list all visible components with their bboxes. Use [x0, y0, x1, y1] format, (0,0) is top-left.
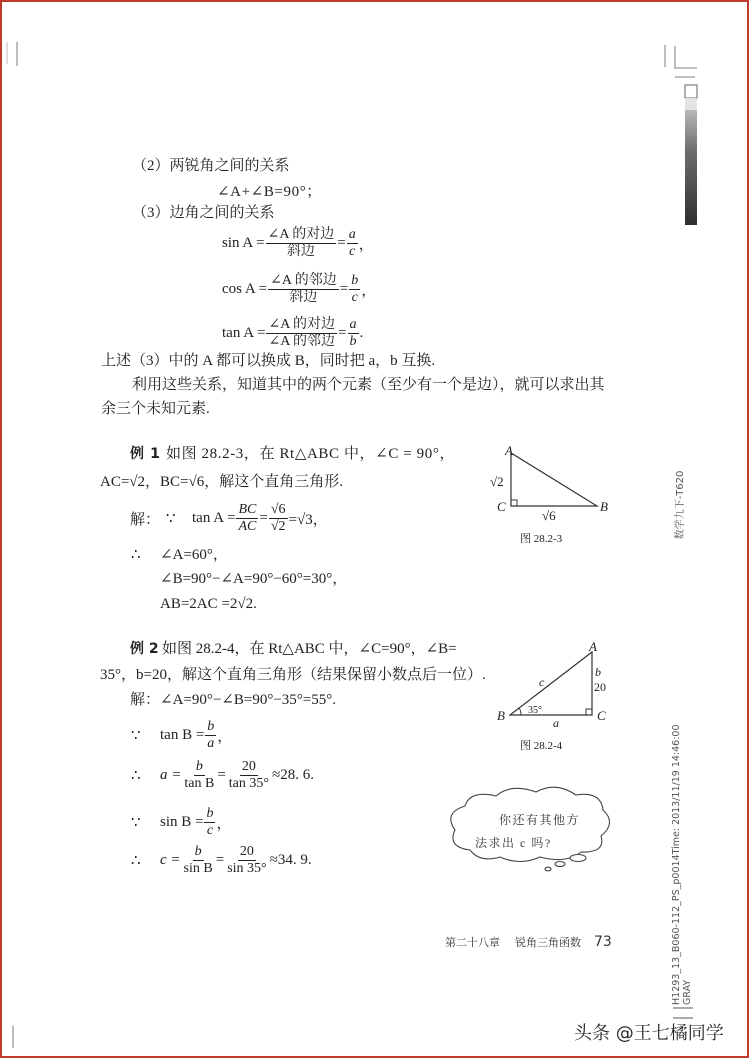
therefore-symbol: ∴: [131, 547, 141, 563]
denominator: sin 35°: [227, 860, 267, 876]
fraction: [204, 806, 215, 839]
chapter-number: 第二十八章: [445, 936, 500, 949]
numerator: b: [194, 843, 202, 859]
denominator: sin B: [183, 860, 213, 876]
punctuation: ，: [358, 236, 374, 253]
relation-lhs: cos A =: [222, 280, 268, 297]
vertex-b-label: B: [600, 499, 608, 514]
numerator: ∠A 的对边: [267, 226, 335, 242]
book-code: 数学九下-T620: [675, 470, 686, 540]
step-text: ∠A=60°，: [160, 547, 228, 563]
side-bc-label: √6: [542, 508, 556, 523]
numerator: b: [351, 272, 359, 288]
denominator: AC: [238, 518, 257, 534]
side-a-label: a: [553, 716, 559, 730]
example-1-step-1: [130, 500, 328, 536]
numerator: a: [348, 226, 356, 242]
fraction: [182, 759, 216, 792]
denominator: c: [206, 822, 214, 838]
fraction: [269, 502, 288, 535]
step-rhs: =√3，: [288, 511, 328, 528]
angle-b-label: 35°: [528, 705, 542, 716]
punctuation: ，: [361, 282, 377, 299]
therefore-symbol: ∴: [131, 852, 141, 869]
vertex-c-label: C: [497, 499, 506, 514]
step-lhs: a =: [160, 766, 182, 783]
fraction: [182, 844, 215, 877]
side-b-label: b: [595, 665, 601, 679]
because-symbol: ∵: [131, 727, 141, 744]
relation-cos: [222, 271, 376, 307]
example-2-step-sin: [131, 804, 232, 840]
numerator: ∠A 的对边: [268, 316, 336, 332]
crop-marks: [7, 42, 697, 1048]
example-1-step-3: ∠B=90°−∠A=90°−60°=30°，: [160, 571, 348, 587]
punctuation: ，: [217, 728, 233, 745]
watermark: 头条 @王七橘同学: [574, 1023, 724, 1044]
example-2-step-c: [131, 842, 312, 878]
numerator: √6: [270, 501, 286, 517]
step-lhs: tan B =: [160, 726, 205, 743]
denominator: c: [349, 243, 356, 259]
equals-sign: =: [339, 280, 349, 297]
page-footer: [445, 934, 612, 950]
side-c-label: c: [539, 675, 545, 689]
figure-caption: 图 28.2-4: [520, 740, 563, 752]
example-1-step-4: AB=2AC =2√2.: [160, 596, 257, 612]
thought-bubble-line-2: 法求出 c 吗?: [475, 836, 552, 850]
relation-sin: [222, 225, 374, 261]
step-result: ≈34. 9.: [269, 851, 312, 868]
fraction: [225, 844, 268, 877]
figure-caption: 图 28.2-3: [520, 533, 563, 545]
fraction: [236, 502, 258, 535]
note-text: 上述（3）中的 A 都可以换成 B，同时把 a，b 互换.: [101, 353, 436, 369]
therefore-symbol: ∴: [131, 767, 141, 784]
print-info: H1293_13_B060-112_PS_p0014Time: 2013/11/19 14:46:00: [671, 724, 682, 1005]
example-1-step-2: [131, 546, 228, 564]
because-symbol: ∵: [131, 814, 141, 831]
thought-cloud: [451, 787, 610, 871]
denominator: b: [349, 333, 357, 349]
color-mode: GRAY: [681, 979, 693, 1005]
fraction: [347, 227, 358, 260]
equals-sign: =: [259, 509, 268, 526]
paragraph-line-1: 利用这些关系，知道其中的两个元素（至少有一个是边），就可以求出其: [132, 377, 605, 393]
example-2-text: 如图 28.2-4，在 Rt△ABC 中，∠C=90°，∠B=: [162, 641, 457, 657]
example-1-statement-line-2: AC=√2，BC=√6，解这个直角三角形.: [100, 474, 343, 490]
example-1-label: 例 1: [130, 446, 161, 462]
example-2-statement-line-1: [130, 640, 457, 658]
numerator: BC: [238, 501, 257, 517]
relation-tan: [222, 315, 363, 351]
denominator: ∠A 的邻边: [268, 333, 336, 349]
fraction: [266, 317, 337, 350]
section-2-heading: （2）两锐角之间的关系: [132, 158, 290, 174]
numerator: 20: [241, 758, 256, 774]
equals-sign: =: [338, 324, 347, 341]
numerator: b: [195, 758, 203, 774]
numerator: 20: [239, 843, 254, 859]
numerator: ∠A 的邻边: [270, 272, 337, 288]
equals-sign: =: [337, 234, 346, 251]
figure-28-2-4: [497, 639, 606, 752]
denominator: 斜边: [289, 289, 318, 305]
fraction: [205, 719, 216, 752]
example-2-step-a: [131, 757, 314, 793]
vertex-c-label: C: [597, 708, 606, 723]
figure-28-2-3: [490, 443, 608, 545]
denominator: a: [207, 735, 215, 751]
section-2-formula: ∠A+∠B=90°；: [217, 184, 322, 200]
because-symbol: ∵: [166, 510, 176, 527]
example-1-statement-line-1: [130, 445, 455, 463]
vertex-a-label: A: [589, 639, 597, 654]
punctuation: .: [359, 324, 364, 341]
thought-bubble-line-1: 你还有其他方: [499, 813, 581, 827]
fraction: [348, 317, 359, 350]
equals-sign: =: [217, 766, 226, 783]
denominator: √2: [270, 518, 286, 534]
numerator: b: [206, 805, 214, 821]
fraction: [227, 759, 271, 792]
punctuation: ，: [216, 815, 232, 832]
numerator: a: [349, 316, 357, 332]
page-number: 73: [594, 934, 612, 950]
vertex-a-label: A: [505, 443, 513, 458]
example-2-step-tan: [131, 717, 232, 753]
vertex-b-label: B: [497, 708, 505, 723]
example-1-text: 如图 28.2-3，在 Rt△ABC 中，∠C = 90°，: [166, 446, 456, 462]
grayscale-bar: [685, 85, 697, 225]
paragraph-line-2: 余三个未知元素.: [101, 401, 210, 417]
relation-lhs: tan A =: [222, 324, 266, 341]
step-lhs: sin B =: [160, 813, 204, 830]
example-2-solution-line-1: 解：∠A=90°−∠B=90°−35°=55°.: [130, 692, 337, 708]
side-b-value: 20: [594, 680, 606, 694]
numerator: b: [207, 718, 215, 734]
print-info-block: [672, 715, 694, 1005]
fraction: [349, 273, 360, 306]
step-lhs: c =: [160, 851, 181, 868]
section-3-heading: （3）边角之间的关系: [132, 205, 275, 221]
denominator: 斜边: [286, 243, 315, 259]
chapter-title: 锐角三角函数: [515, 936, 581, 949]
example-2-statement-line-2: 35°，b=20，解这个直角三角形（结果保留小数点后一位）.: [100, 667, 486, 683]
fraction: [266, 227, 337, 260]
solution-prefix: 解：: [130, 511, 161, 528]
example-2-label: 例 2: [130, 641, 159, 657]
equals-sign: =: [215, 851, 225, 868]
fraction: [268, 273, 339, 306]
step-result: ≈28. 6.: [272, 766, 314, 783]
denominator: tan 35°: [228, 775, 269, 791]
denominator: tan B: [184, 775, 215, 791]
step-lhs: tan A =: [192, 509, 236, 526]
relation-lhs: sin A =: [222, 234, 265, 251]
denominator: c: [351, 289, 358, 305]
side-ac-label: √2: [490, 474, 504, 489]
